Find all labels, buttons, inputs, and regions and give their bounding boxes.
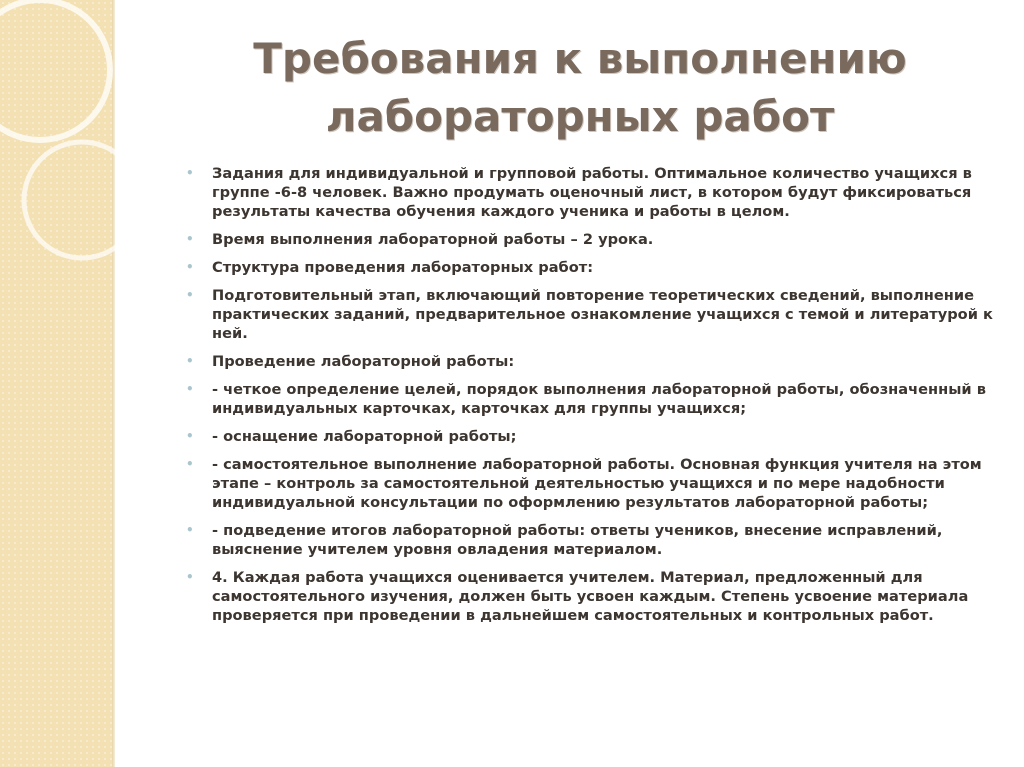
- bullet-text: Проведение лабораторной работы:: [212, 353, 515, 370]
- bullet-icon: •: [186, 260, 194, 274]
- bullet-item-structure: [186, 258, 996, 277]
- bullet-icon: •: [186, 288, 194, 302]
- bullet-icon: •: [186, 523, 194, 537]
- bullet-icon: •: [186, 232, 194, 246]
- bullet-list: [186, 164, 996, 634]
- bullet-icon: •: [186, 429, 194, 443]
- bullet-icon: •: [186, 457, 194, 471]
- bullet-item-independent-work: [186, 455, 996, 512]
- bullet-text: 4. Каждая работа учащихся оценивается учителем. Материал, предложенный для самостоятельного изучения, должен быть усвоен каждым. Степень усвоение материала проверяется при проведении в дальнейшем самостоятельных и контрольных работ.: [212, 569, 969, 624]
- bullet-text: Структура проведения лабораторных работ:: [212, 259, 594, 276]
- bullet-item-duration: [186, 230, 996, 249]
- bullet-icon: •: [186, 570, 194, 584]
- slide-title-line-1: Требования к выполнению: [253, 34, 907, 83]
- bullet-text: Время выполнения лабораторной работы – 2 урока.: [212, 231, 654, 248]
- decorative-ring-top: [0, 0, 110, 140]
- bullet-item-group-work: [186, 164, 996, 221]
- bullet-item-conduct: [186, 352, 996, 371]
- slide-title: [150, 30, 1010, 146]
- bullet-icon: •: [186, 166, 194, 180]
- bullet-icon: •: [186, 354, 194, 368]
- bullet-item-equipment: [186, 427, 996, 446]
- bullet-item-preparation: [186, 286, 996, 343]
- bullet-text: - четкое определение целей, порядок выполнения лабораторной работы, обозначенный в индивидуальных карточках, карточках для группы учащихся;: [212, 381, 986, 417]
- decorative-ring-bottom: [24, 142, 140, 258]
- bullet-text: Подготовительный этап, включающий повторение теоретических сведений, выполнение практических заданий, предварительное ознакомление учащихся с темой и литературой к ней.: [212, 287, 993, 342]
- bullet-icon: •: [186, 382, 194, 396]
- slide-title-line-2: лабораторных работ: [325, 92, 835, 141]
- bullet-text: - подведение итогов лабораторной работы: ответы учеников, внесение исправлений, выяснение учителем уровня овладения материалом.: [212, 522, 943, 558]
- bullet-item-assessment: [186, 568, 996, 625]
- bullet-item-summary: [186, 521, 996, 559]
- bullet-item-goals: [186, 380, 996, 418]
- bullet-text: - оснащение лабораторной работы;: [212, 428, 517, 445]
- bullet-text: - самостоятельное выполнение лабораторной работы. Основная функция учителя на этом этапе – контроль за самостоятельной деятельностью учащихся и по мере надобности индивидуальной консультации по оформлению результатов лабораторной работы;: [212, 456, 982, 511]
- bullet-text: Задания для индивидуальной и групповой работы. Оптимальное количество учащихся в группе -6-8 человек. Важно продумать оценочный лист, в котором будут фиксироваться результаты качества обучения каждого ученика и работы в целом.: [212, 165, 972, 220]
